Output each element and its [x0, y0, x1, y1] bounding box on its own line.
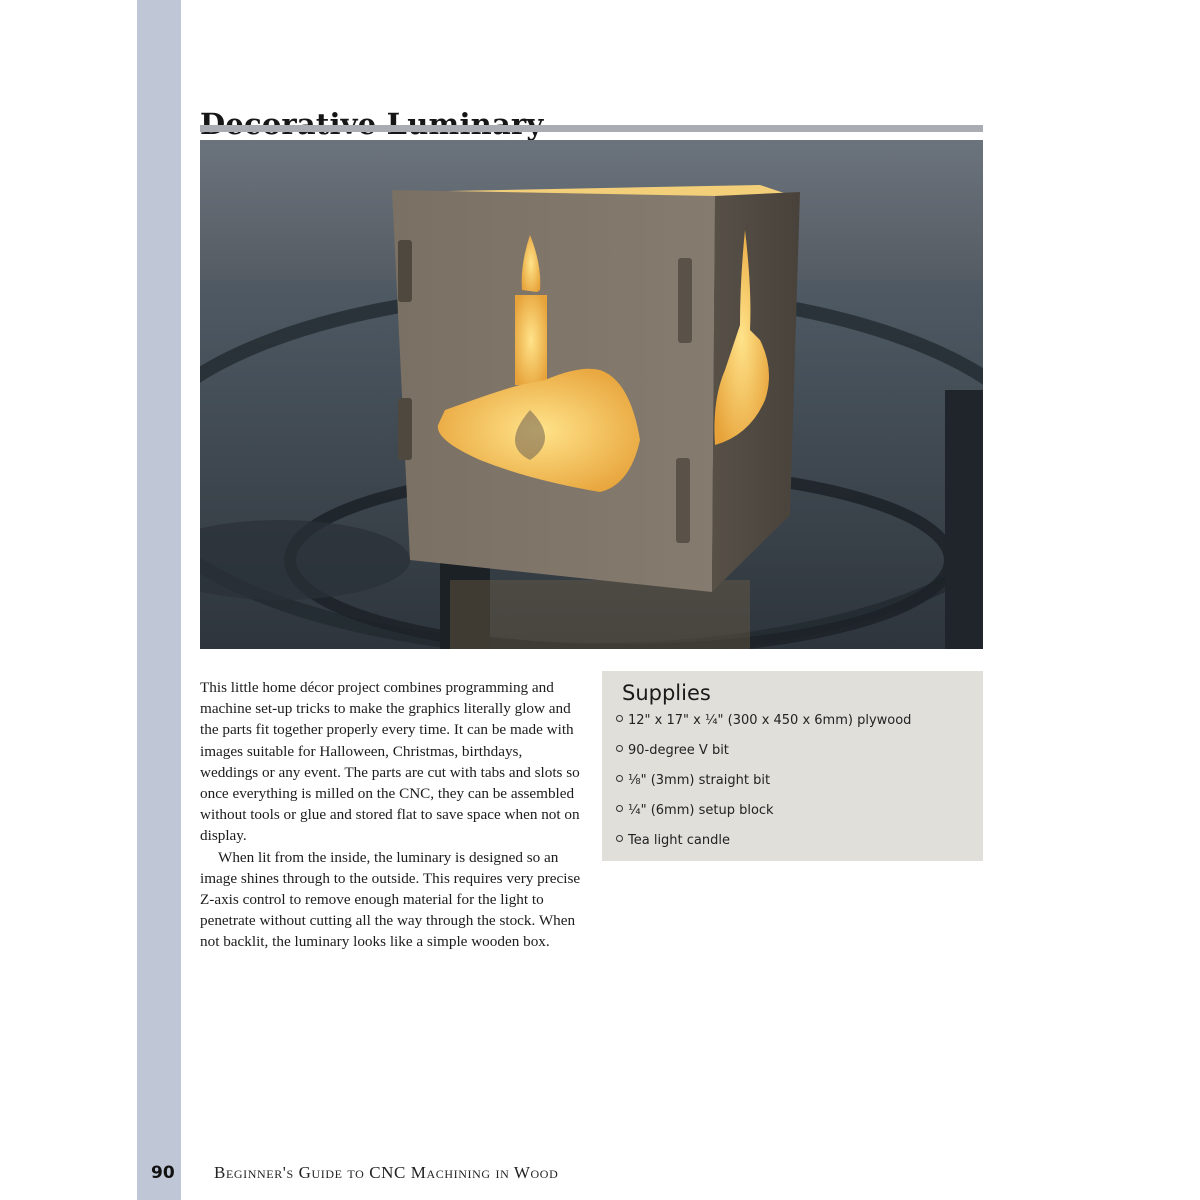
bullet-icon: [616, 715, 623, 722]
supplies-box: [602, 671, 983, 861]
page-number: 90: [151, 1163, 175, 1183]
luminary-photo: [200, 140, 983, 649]
bullet-icon: [616, 835, 623, 842]
intro-paragraph: This little home décor project combines programming and machine set-up tricks to make the graphics literally glow and the parts fit together properly every time. It can be made with images suitable for Halloween, Christmas, birthdays, weddings or any event. The parts are cut with tabs and slots so once everything is milled on the CNC, they can be assembled without tools or glue and stored flat to save space when not on display.: [200, 679, 580, 845]
bullet-icon: [616, 745, 623, 752]
margin-accent-band: [137, 0, 181, 1200]
list-item: [616, 801, 976, 831]
supply-item-label: ⅛" (3mm) straight bit: [628, 773, 771, 788]
list-item: [616, 831, 976, 861]
supply-item-label: 12" x 17" x ¼" (300 x 450 x 6mm) plywood: [628, 713, 912, 728]
body-text: [200, 677, 583, 953]
supply-item-label: Tea light candle: [628, 833, 730, 848]
list-item: [616, 711, 976, 741]
running-head: Beginner's Guide to CNC Machining in Wood: [214, 1163, 559, 1182]
supply-item-label: 90-degree V bit: [628, 743, 729, 758]
supply-item-label: ¼" (6mm) setup block: [628, 803, 774, 818]
supplies-title: Supplies: [622, 681, 711, 705]
list-item: [616, 741, 976, 771]
bullet-icon: [616, 775, 623, 782]
title-rule: [200, 125, 983, 132]
description-paragraph: When lit from the inside, the luminary is designed so an image shines through to the outside. This requires very precise Z-axis control to remove enough material for the light to penetrate without cutting all the way through the stock. When not backlit, the luminary looks like a simple wooden box.: [200, 848, 581, 951]
bullet-icon: [616, 805, 623, 812]
supplies-list: [616, 711, 976, 861]
list-item: [616, 771, 976, 801]
